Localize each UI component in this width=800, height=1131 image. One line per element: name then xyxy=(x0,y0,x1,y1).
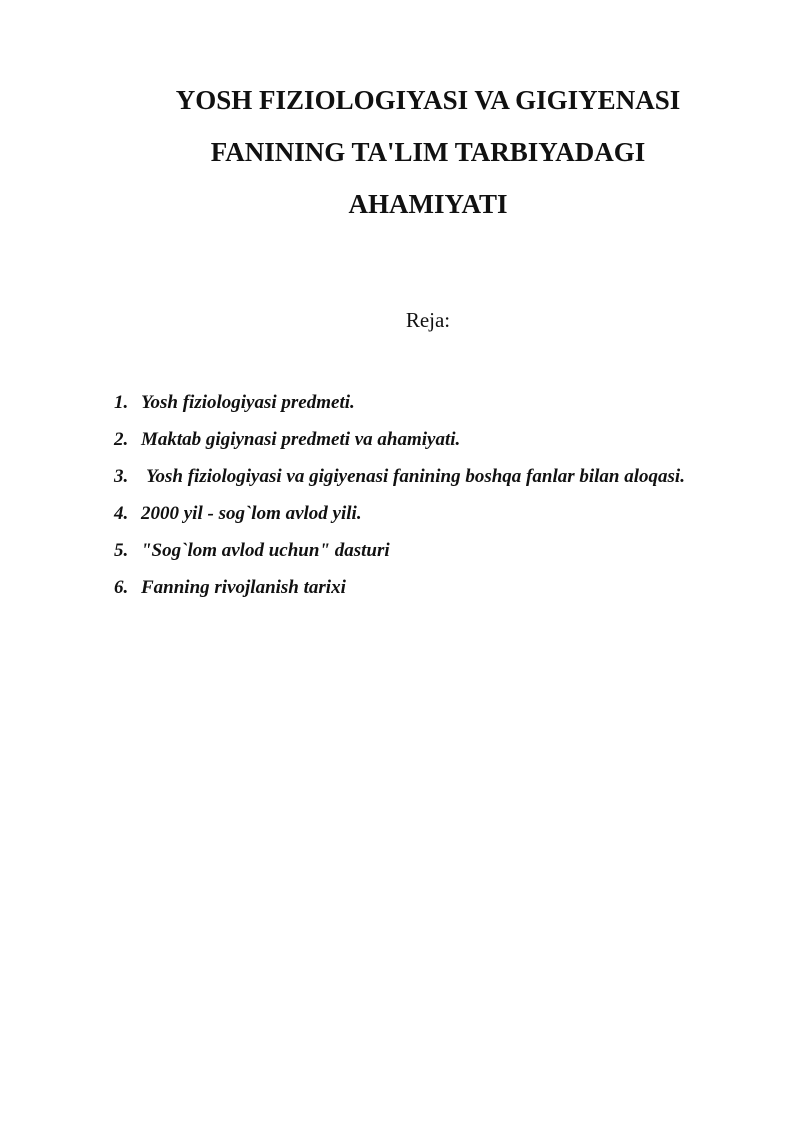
list-item xyxy=(114,495,738,532)
plan-heading: Reja: xyxy=(405,308,451,332)
list-item xyxy=(114,569,738,606)
list-item-number: 1. xyxy=(114,392,129,413)
list-item-text: 2000 yil - sog`lom avlod yili. xyxy=(141,503,362,524)
list-item-number: 6. xyxy=(114,577,129,598)
list-item-number: 2. xyxy=(114,429,129,450)
list-item-number: 3. xyxy=(114,466,129,487)
document-title xyxy=(118,74,738,230)
list-item-text: "Sog`lom avlod uchun" dasturi xyxy=(141,540,390,561)
list-item-number: 4. xyxy=(114,503,129,524)
list-item xyxy=(114,421,738,458)
list-item-text: Yosh fiziologiyasi predmeti. xyxy=(141,392,355,413)
title-line-3: AHAMIYATI xyxy=(348,189,508,219)
list-item-text: Maktab gigiynasi predmeti va ahamiyati. xyxy=(141,429,461,450)
title-line-1: YOSH FIZIOLOGIYASI VA GIGIYENASI xyxy=(175,85,681,115)
title-line-2: FANINING TA'LIM TARBIYADAGI xyxy=(210,137,646,167)
list-item-text: Fanning rivojlanish tarixi xyxy=(141,577,346,598)
list-item xyxy=(114,384,738,421)
list-item xyxy=(114,532,738,569)
list-item-text: Yosh fiziologiyasi va gigiyenasi fanining boshqa fanlar bilan aloqasi. xyxy=(146,466,685,487)
list-item xyxy=(114,458,738,495)
plan-list xyxy=(114,384,738,606)
list-item-number: 5. xyxy=(114,540,129,561)
